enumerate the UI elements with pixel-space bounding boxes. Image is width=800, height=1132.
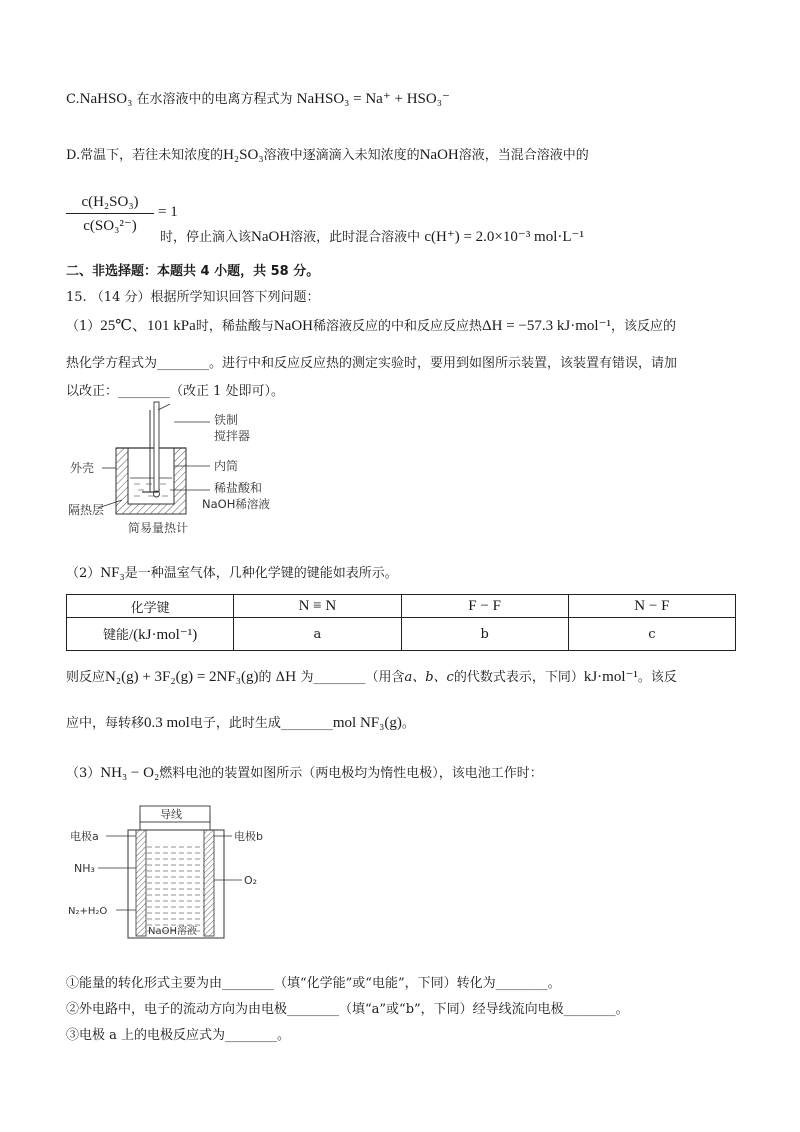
table-head-bond: 化学键 <box>67 595 234 618</box>
option-d-line2 <box>160 226 584 246</box>
option-c-equation: NaHSO₃ = Na⁺ + HSO₃⁻ <box>296 91 450 107</box>
option-d-line1 <box>66 144 589 164</box>
part2-line3-mid: 电子，此时生成________ <box>189 716 333 731</box>
part2-label: （2） <box>66 566 101 581</box>
electrode-a <box>136 830 146 936</box>
option-c-text: 在水溶液中的电离方程式为 <box>136 92 293 107</box>
electrode-a-label: 电极a <box>70 830 99 843</box>
label-insulation: 隔热层 <box>68 503 105 517</box>
table-head-nn: N ≡ N <box>234 595 401 618</box>
part2-reaction: N₂(g) + 3F₂(g) = 2NF₃(g) <box>105 669 259 685</box>
q15-part2-line2 <box>66 666 677 686</box>
option-d-conc: c(H⁺) = 2.0×10⁻³ mol·L⁻¹ <box>424 229 584 245</box>
part2-line3-unit: mol NF₃(g) <box>332 715 402 731</box>
option-d-acid: H₂SO₃ <box>223 147 264 163</box>
part1-text3: ，该反应的 <box>610 319 676 334</box>
table-value-b: b <box>401 618 568 651</box>
row-label-text: 键能 <box>102 628 129 643</box>
label-stirrer-2: 搅拌器 <box>214 429 251 443</box>
q15-part1-line3: 以改正：________（改正 1 处即可）。 <box>66 384 285 399</box>
q15-part1-line2: 热化学方程式为________。进行中和反应反应热的测定实验时，要用到如图所示装置，该装置有错误，请加 <box>66 356 678 371</box>
section-title: 二、非选择题：本题共 4 小题，共 58 分。 <box>66 264 320 279</box>
part1-text2: 稀溶液反应的中和反应反应热 <box>312 319 482 334</box>
liquid <box>130 478 172 502</box>
option-c-formula: NaHSO₃ <box>79 91 133 107</box>
fuel-cell-figure <box>66 796 306 944</box>
part2-unit: kJ·mol⁻¹ <box>583 669 638 685</box>
option-c <box>66 88 450 108</box>
bond-energy-table <box>66 594 736 651</box>
electrode-b-label: 电极b <box>234 830 263 843</box>
part2-post: 的代数式表示，下同） <box>453 670 584 685</box>
q15-part2-line1 <box>66 562 398 582</box>
part2-text: 是一种温室气体，几种化学键的键能如表所示。 <box>124 566 398 581</box>
electrolyte-label: NaOH溶液 <box>148 926 197 937</box>
label-solution-1: 稀盐酸和 <box>214 481 263 495</box>
fraction-numerator: c(H₂SO₃) <box>66 194 154 214</box>
part1-naoh: NaOH <box>273 318 313 334</box>
part2-end: 。该反 <box>637 670 677 685</box>
part3-label: （3） <box>66 766 101 781</box>
nh3-label: NH₃ <box>74 862 95 875</box>
products-label: N₂+H₂O <box>68 906 108 917</box>
calorimeter-figure <box>66 400 316 545</box>
thermometer <box>154 402 159 494</box>
electrode-b <box>204 830 214 936</box>
part2-nf3: NF₃ <box>100 565 125 581</box>
part2-pre: 则反应 <box>66 670 106 685</box>
table-row-label <box>67 618 234 651</box>
part2-line3-end: 。 <box>401 716 415 731</box>
figure-caption: 简易量热计 <box>128 521 189 535</box>
part2-mid: 的 ΔH 为________（用含 <box>258 670 405 685</box>
option-d-text4: 溶液，此时混合溶液中 <box>290 230 421 245</box>
q15-part3-line1 <box>66 762 543 782</box>
part1-label: （1） <box>66 319 101 334</box>
label-solution-2: NaOH稀溶液 <box>202 497 270 511</box>
row-label-unit: /(kJ·mol⁻¹) <box>129 627 198 643</box>
electrolyte <box>146 842 204 936</box>
table-row <box>67 618 736 651</box>
option-d-base2: NaOH <box>251 229 291 245</box>
fraction-equals: = 1 <box>158 204 178 220</box>
label-stirrer-1: 铁制 <box>214 413 239 427</box>
q15-part3-q1: ①能量的转化形式主要为由________（填“化学能”或“电能”，下同）转化为________。 <box>66 976 561 991</box>
table-head-ff: F − F <box>401 595 568 618</box>
table-header-row <box>67 595 736 618</box>
part2-line3-amt: 0.3 mol <box>144 715 190 731</box>
option-d-text1: 溶液中逐滴滴入未知浓度的 <box>263 148 420 163</box>
wire-label: 导线 <box>160 808 182 821</box>
option-d-fraction <box>66 194 154 235</box>
q15-header: 15. （14 分）根据所学知识回答下列问题： <box>66 290 320 305</box>
option-d-text2: 溶液，当混合溶液中的 <box>458 148 589 163</box>
fraction-denominator: c(SO₃²⁻) <box>83 218 137 234</box>
option-c-prefix: C. <box>66 92 80 107</box>
option-d-prefix: D.常温下，若往未知浓度的 <box>66 148 224 163</box>
label-outer: 外壳 <box>70 461 95 475</box>
label-inner: 内筒 <box>214 459 239 473</box>
part1-dh: ΔH = −57.3 kJ·mol⁻¹ <box>482 318 611 334</box>
part1-text1: 时，稀盐酸与 <box>195 319 274 334</box>
q15-part3-q2: ②外电路中，电子的流动方向为由电极________（填“a”或“b”，下同）经导线流向电极________。 <box>66 1002 629 1017</box>
q15-part3-q3: ③电极 a 上的电极反应式为________。 <box>66 1028 291 1043</box>
q15-part1-line1 <box>66 314 676 335</box>
q15-part2-line3 <box>66 712 415 732</box>
part3-text: 燃料电池的装置如图所示（两电极均为惰性电极），该电池工作时： <box>159 766 543 781</box>
part2-vars: a、b、c <box>404 670 454 685</box>
option-d-text3: 时，停止滴入该 <box>160 230 252 245</box>
part2-line3-pre: 应中，每转移 <box>66 716 145 731</box>
option-d-base: NaOH <box>419 147 459 163</box>
o2-label: O₂ <box>244 874 258 887</box>
part1-condition: 25℃、101 kPa <box>100 318 196 334</box>
table-value-a: a <box>234 618 401 651</box>
part3-cell: NH₃ − O₂ <box>100 765 160 781</box>
table-value-c: c <box>568 618 735 651</box>
table-head-nf: N − F <box>568 595 735 618</box>
